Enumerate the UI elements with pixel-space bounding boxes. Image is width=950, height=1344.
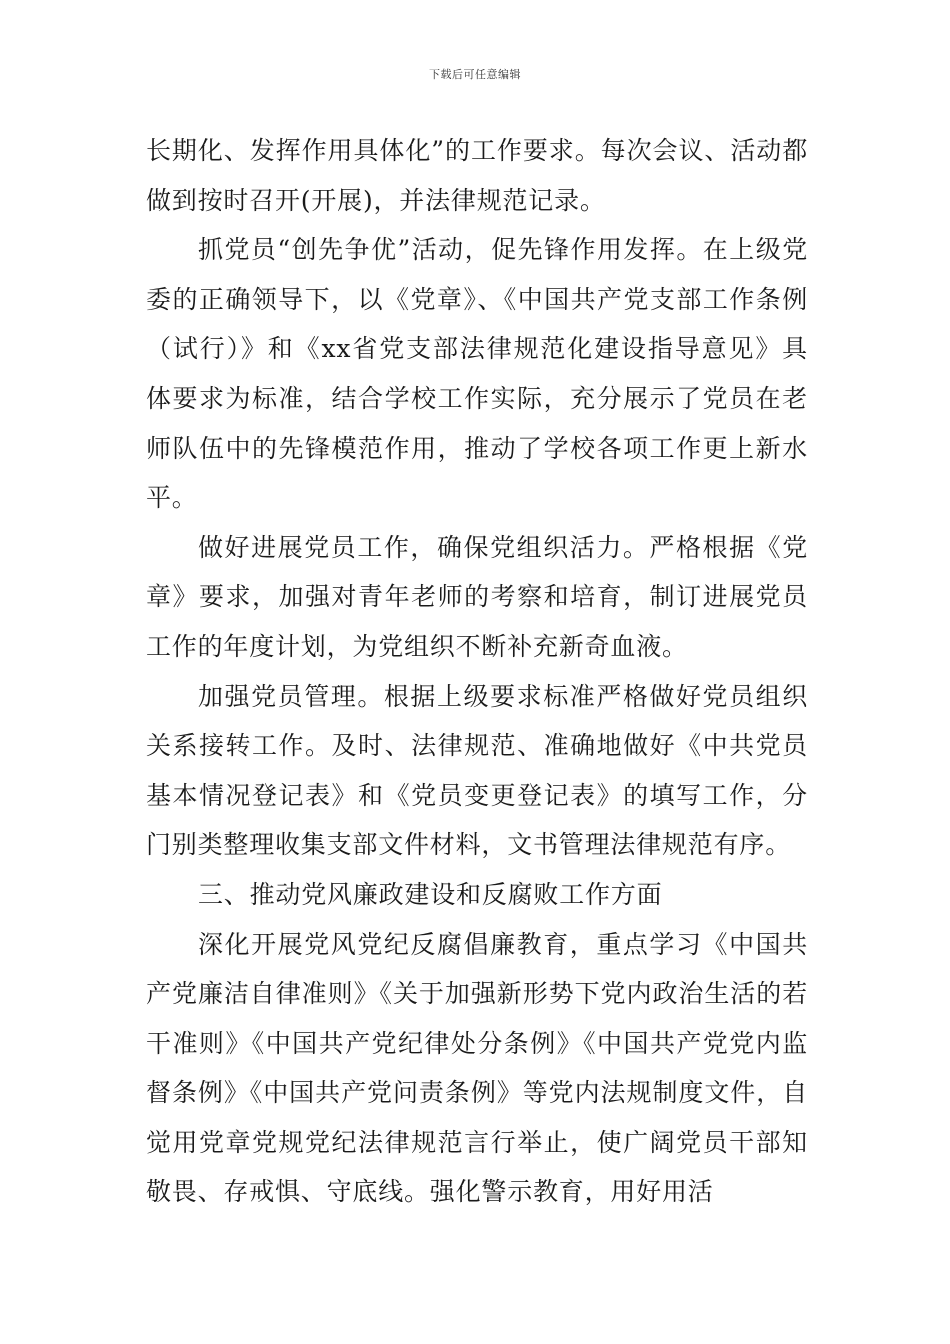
header-note: 下载后可任意编辑 [429,68,521,81]
section-heading: 三、推动党风廉政建设和反腐败工作方面 [198,879,663,909]
paragraph-5: 深化开展党风党纪反腐倡廉教育，重点学习《中国共产党廉洁自律准则》《关于加强新形势下党内政治生活的若干准则》《中国共产党纪律处分条例》《中国共产党党内监督条例》《中国共产党问责条例》等党内法规制度文件，自觉用党章党规党纪法律规范言行举止，使广阔党员干部知敬畏、存戒惧、守底线。强化警示教育，用好用活 [146,929,808,1207]
paragraph-4: 加强党员管理。根据上级要求标准严格做好党员组织关系接转工作。及时、法律规范、准确地做好《中共党员基本情况登记表》和《党员变更登记表》的填写工作，分门别类整理收集支部文件材料，文书管理法律规范有序。 [146,681,808,860]
paragraph-3: 做好进展党员工作，确保党组织活力。严格根据《党章》要求，加强对青年老师的考察和培育，制订进展党员工作的年度计划，为党组织不断补充新奇血液。 [146,532,808,661]
document-body [146,126,808,1217]
paragraph-1: 长期化、发挥作用具体化”的工作要求。每次会议、活动都做到按时召开(开展)，并法律规范记录。 [146,136,808,215]
paragraph-2: 抓党员“创先争优”活动，促先锋作用发挥。在上级党委的正确领导下，以《党章》、《中国共产党支部工作条例（试行）》和《xx省党支部法律规范化建设指导意见》具体要求为标准，结合学校工作实际，充分展示了党员在老师队伍中的先锋模范作用，推动了学校各项工作更上新水平。 [146,235,808,513]
